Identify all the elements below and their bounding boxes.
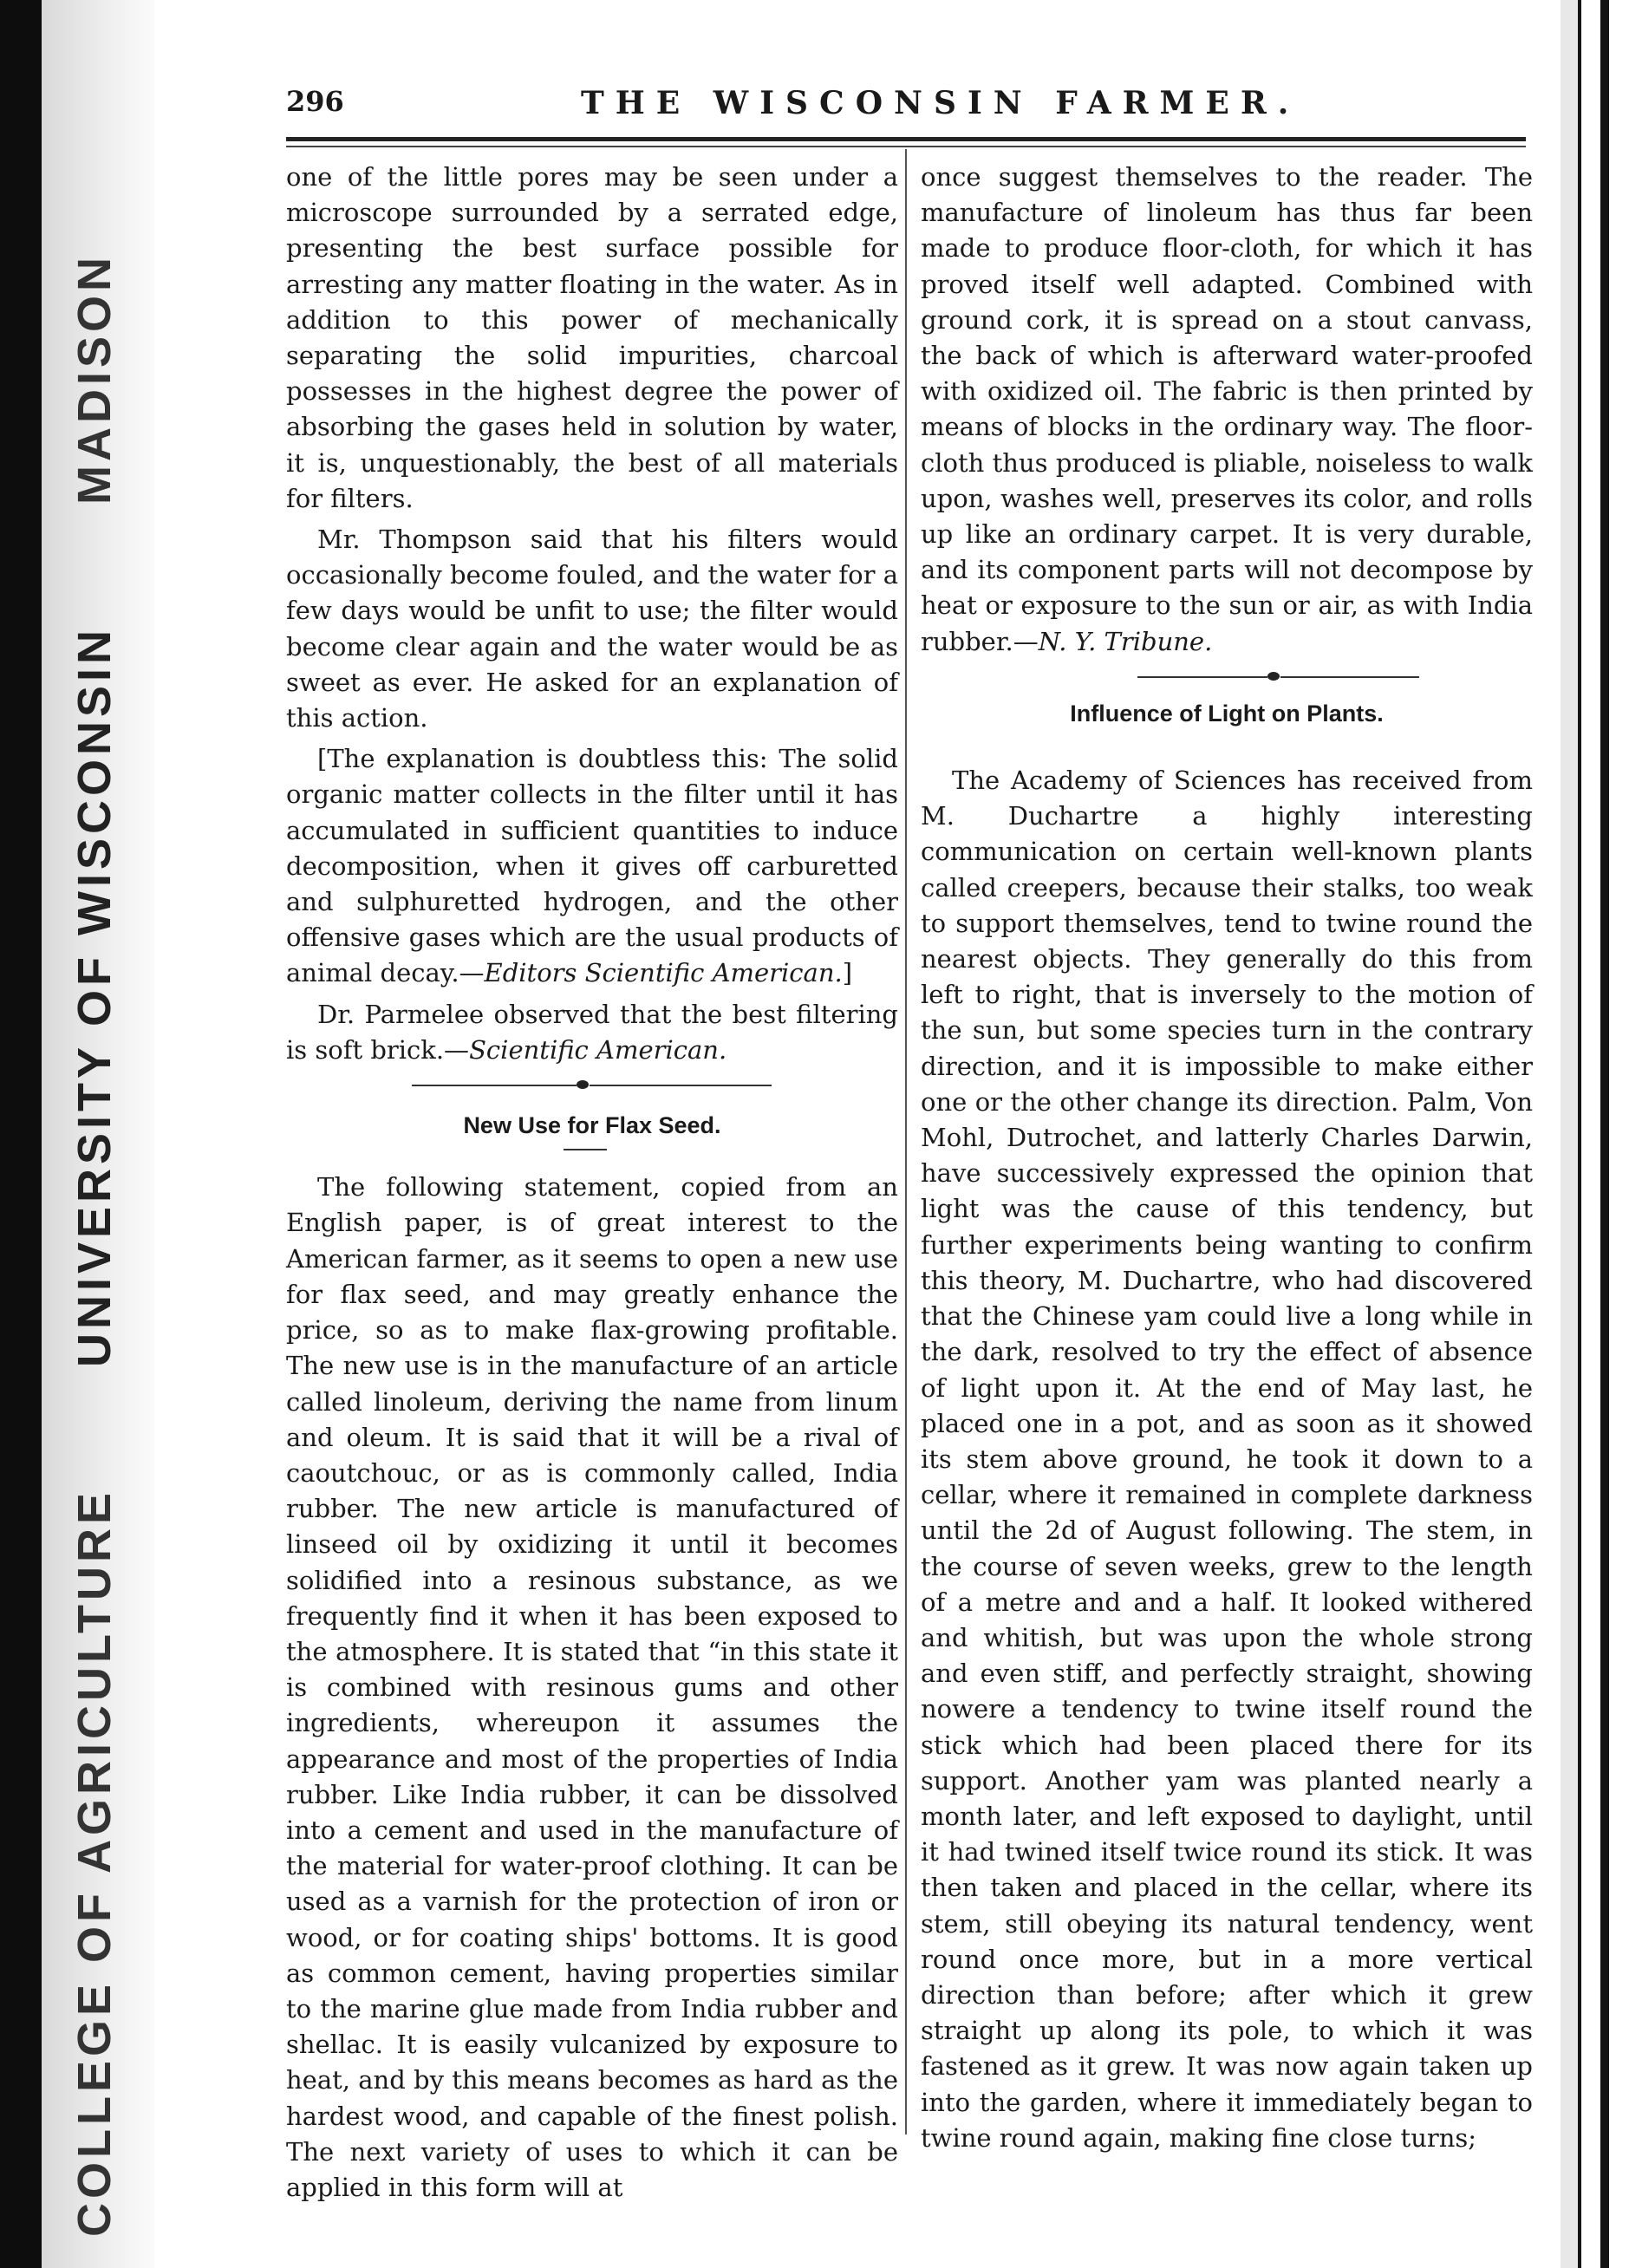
library-stamp-gutter bbox=[42, 0, 154, 2268]
paragraph-filters-continued: one of the little pores may be seen under a microscope surrounded by a serrated edge, presenting the best surface possible for arresting any matter floating in the water. As in addition to this power of mechanically separating the solid impurities, charcoal possesses in the highest degree the power of absorbing the gases held in solution by water, it is, unquestionably, the best of all materials for filters. bbox=[286, 162, 898, 513]
journal-title: THE WISCONSIN FARMER. bbox=[581, 85, 1300, 121]
stamp-line-city: MADISON bbox=[68, 252, 121, 505]
section-separator bbox=[286, 1075, 898, 1096]
heading-flax-seed: New Use for Flax Seed. bbox=[463, 1112, 721, 1139]
editors-note-text: [The explanation is doubtless this: The solid organic matter collects in the filter until it has accumulated in sufficient quantities to induce decomposition, when it gives off carburetted and sulphuretted hydrogen, and the other offensive gases which are the usual products of animal decay.— bbox=[286, 744, 898, 988]
editors-note-bracket: ] bbox=[842, 958, 853, 988]
heading-light-plants: Influence of Light on Plants. bbox=[1070, 700, 1384, 727]
page-header bbox=[286, 85, 1526, 128]
editors-note-source: Editors Scientific American. bbox=[484, 958, 843, 988]
library-stamp-text bbox=[68, 252, 121, 2237]
paragraph-thompson: Mr. Thompson said that his filters would occasionally become fouled, and the water for a few days would be unfit to use; the filter would become clear again and the water would be as sweet as ever. He asked for an explanation of this action. bbox=[286, 525, 898, 733]
linoleum-source: N. Y. Tribune. bbox=[1038, 626, 1213, 656]
header-rule-thin bbox=[286, 146, 1526, 147]
stamp-line-university: UNIVERSITY OF WISCONSIN bbox=[68, 625, 121, 1368]
stamp-line-college: COLLEGE OF AGRICULTURE bbox=[68, 1489, 121, 2237]
column-divider bbox=[905, 149, 907, 2134]
paragraph-linoleum-continued bbox=[921, 160, 1533, 660]
paragraph-editors-note bbox=[286, 741, 898, 991]
paragraph-light-plants: The Academy of Sciences has received from M. Duchartre a highly interesting communication on certain well-known plants called creepers, because their stalks, too weak to support themselves, tend to twine round the nearest objects. They generally do this from left to right, that is inversely to the motion of the sun, but some species turn in the contrary direction, and it is impossible to make either one or the other change its direction. Palm, Von Mohl, Dutrochet, and latterly Charles Darwin, have successively expressed the opinion that light was the cause of this tendency, but further experiments being wanting to confirm this theory, M. Duchartre, who had discovered that the Chinese yam could live a long while in the dark, resolved to try the effect of absence of light upon it. At the end of May last, he placed one in a pot, and as soon as it showed its stem above ground, he took it down to a cellar, where it remained in complete darkness until the 2d of August following. The stem, in the course of seven weeks, grew to the length of a metre and and a half. It looked withered and whitish, but was upon the whole strong and even stiff, and perfectly straight, showing nowere a tendency to twine itself round the stick which had been placed there for its support. Another yam was planted nearly a month later, and left exposed to daylight, until it had twined itself twice round its stick. It was then taken and placed in the cellar, where its stem, still obeying its natural tendency, went round once more, but in a more vertical direction than before; after which it grew straight up along its pole, to which it was fastened as it grew. It was now again taken up into the garden, where it immediately began to twine round again, making fine close turns; bbox=[921, 766, 1533, 2153]
parmelee-source: Scientific American. bbox=[469, 1034, 727, 1065]
header-rule-thick bbox=[286, 137, 1526, 141]
binding-edge bbox=[0, 0, 42, 2268]
page-edge-binding bbox=[1600, 0, 1609, 2268]
right-column bbox=[921, 160, 1533, 2156]
heading-underline bbox=[286, 1144, 898, 1161]
page-number: 296 bbox=[286, 85, 344, 118]
page-edge-shadow bbox=[1561, 0, 1578, 2268]
paragraph-linoleum: The following statement, copied from an English paper, is of great interest to the American farmer, as it seems to open a new use for flax seed, and may greatly enhance the price, so as to make flax-growing profitable. The new use is in the manufacture of an article called linoleum, deriving the name from linum and oleum. It is said that it will be a rival of caoutchouc, or as is commonly called, India rubber. The new article is manufactured of linseed oil by oxidizing it until it becomes solidified into a resinous substance, as we frequently find it when it has been exposed to the atmosphere. It is stated that “in this state it is combined with resinous gums and other ingredients, whereupon it assumes the appearance and most of the properties of India rubber. Like India rubber, it can be dissolved into a cement and used in the manufacture of the material for water-proof clothing. It can be used as a varnish for the protection of iron or wood, or for coating ships' bottoms. It is good as common cement, having properties similar to the marine glue made from India rubber and shellac. It is easily vulcanized by exposure to heat, and by this means becomes as hard as the hardest wood, and capable of the finest polish. The next variety of uses to which it can be applied in this form will at bbox=[286, 1172, 898, 2202]
paragraph-parmelee bbox=[286, 997, 898, 1068]
parmelee-text: Dr. Parmelee observed that the best filtering is soft brick.— bbox=[286, 999, 898, 1065]
linoleum-continued-text: once suggest themselves to the reader. The manufacture of linoleum has thus far been made to produce floor-cloth, for which it has proved itself well adapted. Combined with ground cork, it is spread on a stout canvass, the back of which is afterward water-proofed with oxidized oil. The fabric is then printed by means of blocks in the ordinary way. The floor-cloth thus produced is pliable, noiseless to walk upon, washes well, preserves its color, and rolls up like an ordinary carpet. It is very durable, and its component parts will not decompose by heat or exposure to the sun or air, as with India rubber.— bbox=[921, 162, 1533, 656]
section-separator-right bbox=[921, 667, 1533, 688]
left-column bbox=[286, 160, 898, 2206]
